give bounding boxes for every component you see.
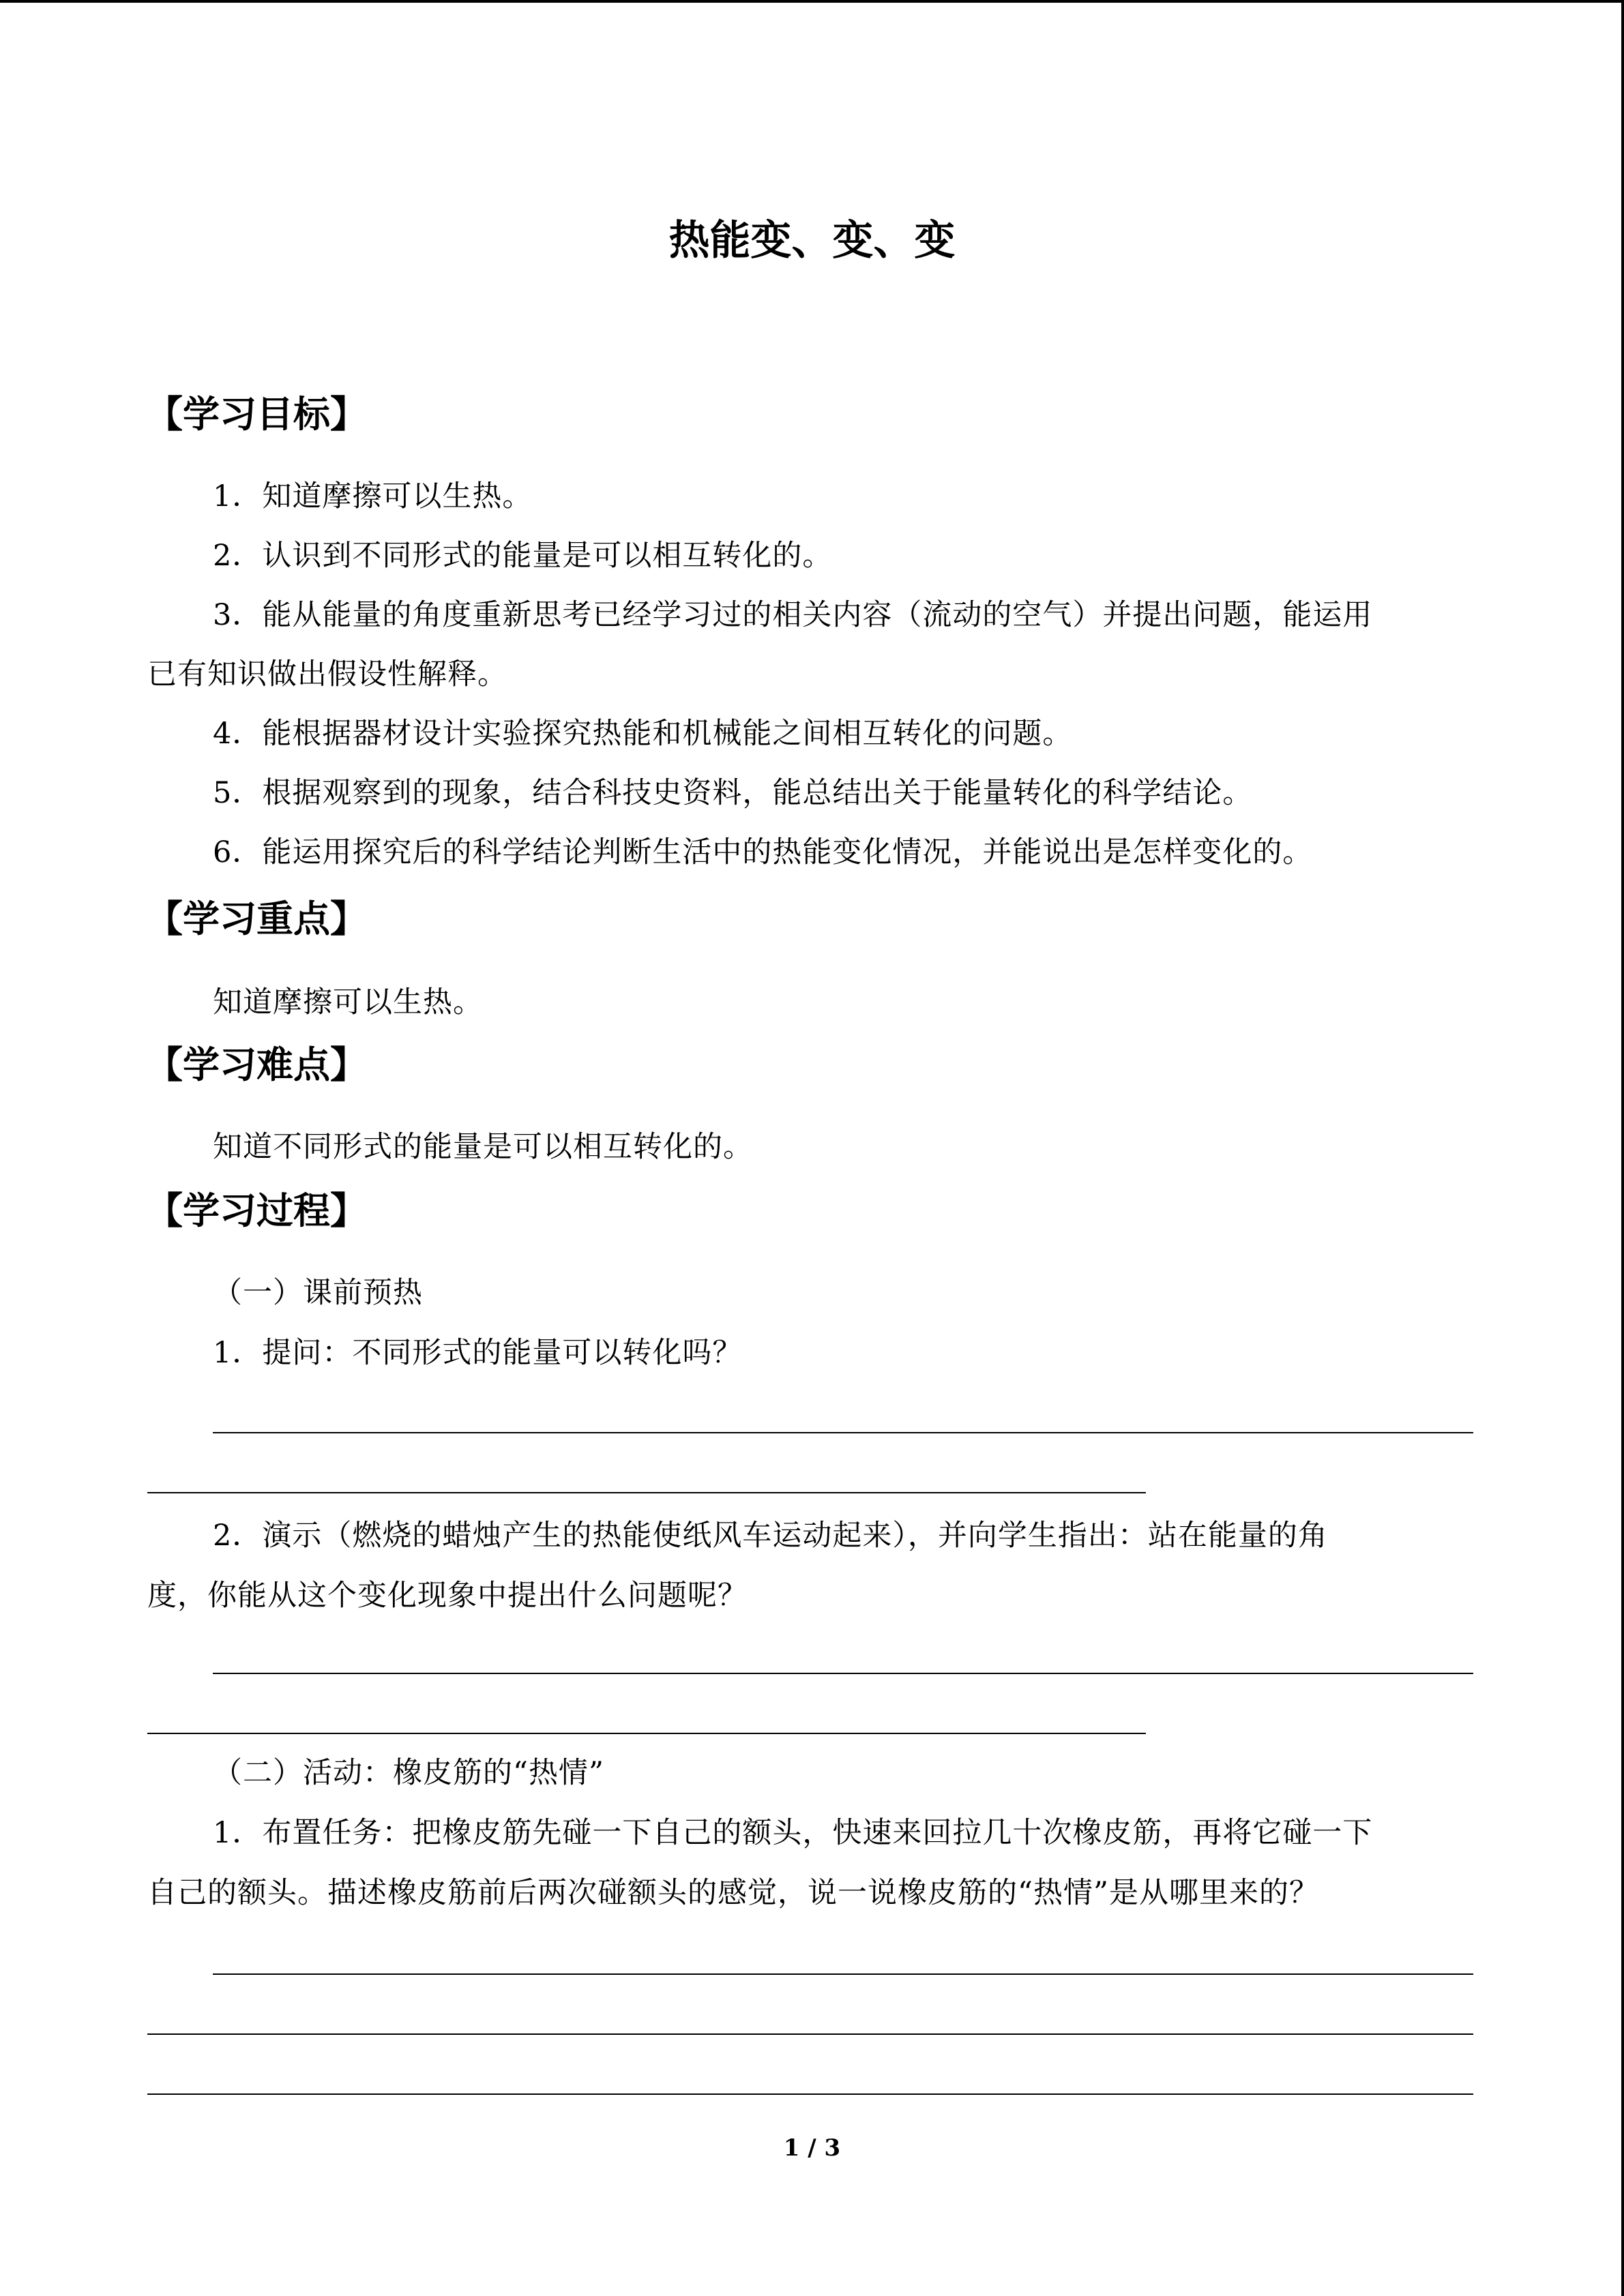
answer-line <box>147 1492 1146 1493</box>
objective-item: 5．根据观察到的现象，结合科技史资料，能总结出关于能量转化的科学结论。 <box>213 776 1253 810</box>
objective-item: 2．认识到不同形式的能量是可以相互转化的。 <box>213 539 833 573</box>
heading-process: 【学习过程】 <box>146 1189 367 1232</box>
answer-line <box>147 1733 1146 1734</box>
heading-key-points: 【学习重点】 <box>146 897 367 940</box>
heading-objectives: 【学习目标】 <box>146 393 367 436</box>
answer-line <box>147 2033 1473 2035</box>
answer-line <box>147 2093 1473 2095</box>
page-number: 1 / 3 <box>783 2134 841 2162</box>
part1-title: （一）课前预热 <box>213 1276 423 1310</box>
objective-item: 3．能从能量的角度重新思考已经学习过的相关内容（流动的空气）并提出问题，能运用 <box>213 598 1373 632</box>
difficulties-text: 知道不同形式的能量是可以相互转化的。 <box>213 1130 753 1164</box>
objective-item-continued: 已有知识做出假设性解释。 <box>147 657 507 691</box>
task-line-1: 1．布置任务：把橡皮筋先碰一下自己的额头，快速来回拉几十次橡皮筋，再将它碰一下 <box>213 1816 1373 1850</box>
page-border-right <box>1621 0 1624 2296</box>
objective-item: 6．能运用探究后的科学结论判断生活中的热能变化情况，并能说出是怎样变化的。 <box>213 835 1313 869</box>
objective-item: 1．知道摩擦可以生热。 <box>213 479 533 513</box>
question-2-line-2: 度，你能从这个变化现象中提出什么问题呢？ <box>147 1579 748 1613</box>
task-line-2: 自己的额头。描述橡皮筋前后两次碰额头的感觉，说一说橡皮筋的“热情”是从哪里来的？ <box>147 1876 1319 1910</box>
key-points-text: 知道摩擦可以生热。 <box>213 985 483 1019</box>
answer-line <box>213 1973 1473 1975</box>
question-2-line-1: 2．演示（燃烧的蜡烛产生的热能使纸风车运动起来），并向学生指出：站在能量的角 <box>213 1519 1328 1553</box>
heading-difficulties: 【学习难点】 <box>146 1043 367 1086</box>
objective-item: 4．能根据器材设计实验探究热能和机械能之间相互转化的问题。 <box>213 717 1073 751</box>
question-1: 1．提问：不同形式的能量可以转化吗？ <box>213 1336 743 1370</box>
answer-line <box>213 1432 1473 1433</box>
page-border-top <box>0 0 1624 3</box>
document-title: 热能变、变、变 <box>668 217 956 265</box>
answer-line <box>213 1673 1473 1674</box>
part2-title: （二）活动：橡皮筋的“热情” <box>213 1756 604 1790</box>
